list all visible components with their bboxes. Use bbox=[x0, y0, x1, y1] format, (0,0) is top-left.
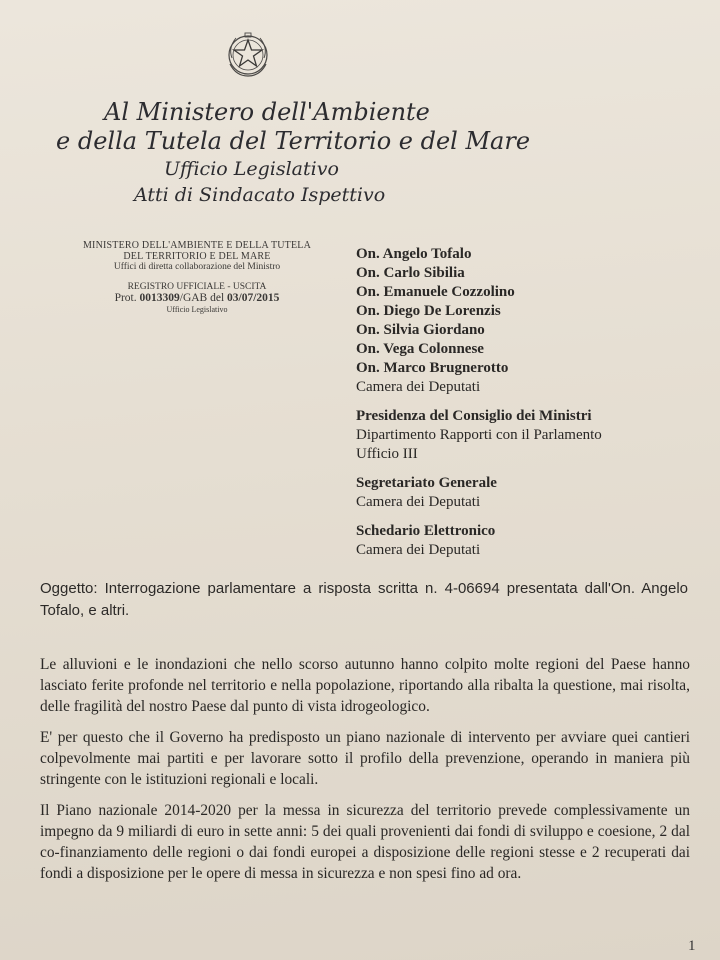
recipient-office: Ufficio III bbox=[356, 446, 418, 462]
body-paragraph: E' per questo che il Governo ha predisposto un piano nazionale di intervento per avviare quei cantieri colpevolmente mai partiti e per lavorare sotto il profilo della prevenzione, operando in maniera più stringente con le istituzioni regionali e locali. bbox=[40, 729, 690, 788]
recipient-deputy: On. Marco Brugnerotto bbox=[356, 360, 509, 376]
recipient-group-presidenza bbox=[356, 407, 696, 464]
recipient-group-deputies bbox=[356, 245, 696, 397]
stamp-line-4: REGISTRO UFFICIALE - USCITA bbox=[127, 282, 267, 292]
ministry-line-1: Al Ministero dell'Ambiente bbox=[104, 98, 430, 126]
protocol-stamp bbox=[66, 240, 328, 315]
recipient-department: Dipartimento Rapporti con il Parlamento bbox=[356, 427, 602, 443]
protocol-number: Prot. 0013309/GAB del 03/07/2015 bbox=[114, 292, 280, 304]
recipient-house: Camera dei Deputati bbox=[356, 494, 481, 510]
body-paragraph: Il Piano nazionale 2014-2020 per la messa in sicurezza del territorio prevede complessivamente un impegno da 9 miliardi di euro in sette anni: 5 dei quali provenienti dai fondi di sviluppo e coesione, 2 dal co-finanziamento delle regioni o dai fondi europei a disposizione delle regioni stesse e 2 recuperati dai fondi a disposizione per le opere di messa in sicurezza e non spesi fino ad ora. bbox=[40, 802, 690, 882]
stamp-line-6: Ufficio Legislativo bbox=[166, 305, 228, 314]
ministry-section: Atti di Sindacato Ispettivo bbox=[134, 184, 386, 206]
stamp-line-1: MINISTERO DELL'AMBIENTE E DELLA TUTELA bbox=[82, 240, 312, 251]
recipient-deputy: On. Emanuele Cozzolino bbox=[356, 284, 515, 300]
body-paragraph: Le alluvioni e le inondazioni che nello scorso autunno hanno colpito molte regioni del Paese hanno lasciato ferite profonde nel territorio e nella popolazione, riportando alla ribalta la questione, mai risolta, delle fragilità del nostro Paese dal punto di vista idrogeologico. bbox=[40, 656, 690, 715]
recipient-deputy: On. Silvia Giordano bbox=[356, 322, 485, 338]
page-number: 1 bbox=[688, 938, 696, 954]
recipient-title: Presidenza del Consiglio dei Ministri bbox=[356, 408, 592, 424]
recipients-block bbox=[356, 245, 696, 560]
ministry-header bbox=[56, 98, 576, 208]
recipient-group-segretariato bbox=[356, 474, 696, 512]
stamp-line-3: Uffici di diretta collaborazione del Ministro bbox=[113, 262, 281, 272]
stamp-line-2: DEL TERRITORIO E DEL MARE bbox=[123, 251, 271, 262]
recipient-deputy: On. Diego De Lorenzis bbox=[356, 303, 501, 319]
recipient-group-schedario bbox=[356, 522, 696, 560]
recipient-deputy: On. Vega Colonnese bbox=[356, 341, 484, 357]
ministry-office: Ufficio Legislativo bbox=[164, 158, 339, 180]
letter-body bbox=[40, 654, 690, 894]
recipient-title: Segretariato Generale bbox=[356, 475, 497, 491]
recipient-title: Schedario Elettronico bbox=[356, 523, 496, 539]
recipient-house: Camera dei Deputati bbox=[356, 379, 481, 395]
recipient-house: Camera dei Deputati bbox=[356, 542, 481, 558]
italian-republic-emblem-icon bbox=[222, 28, 274, 80]
recipient-deputy: On. Carlo Sibilia bbox=[356, 265, 465, 281]
recipient-deputy: On. Angelo Tofalo bbox=[356, 246, 472, 262]
subject-line: Oggetto: Interrogazione parlamentare a risposta scritta n. 4-06694 presentata dall'On. Angelo Tofalo, e altri. bbox=[40, 580, 688, 619]
ministry-line-2: e della Tutela del Territorio e del Mare bbox=[56, 127, 531, 155]
